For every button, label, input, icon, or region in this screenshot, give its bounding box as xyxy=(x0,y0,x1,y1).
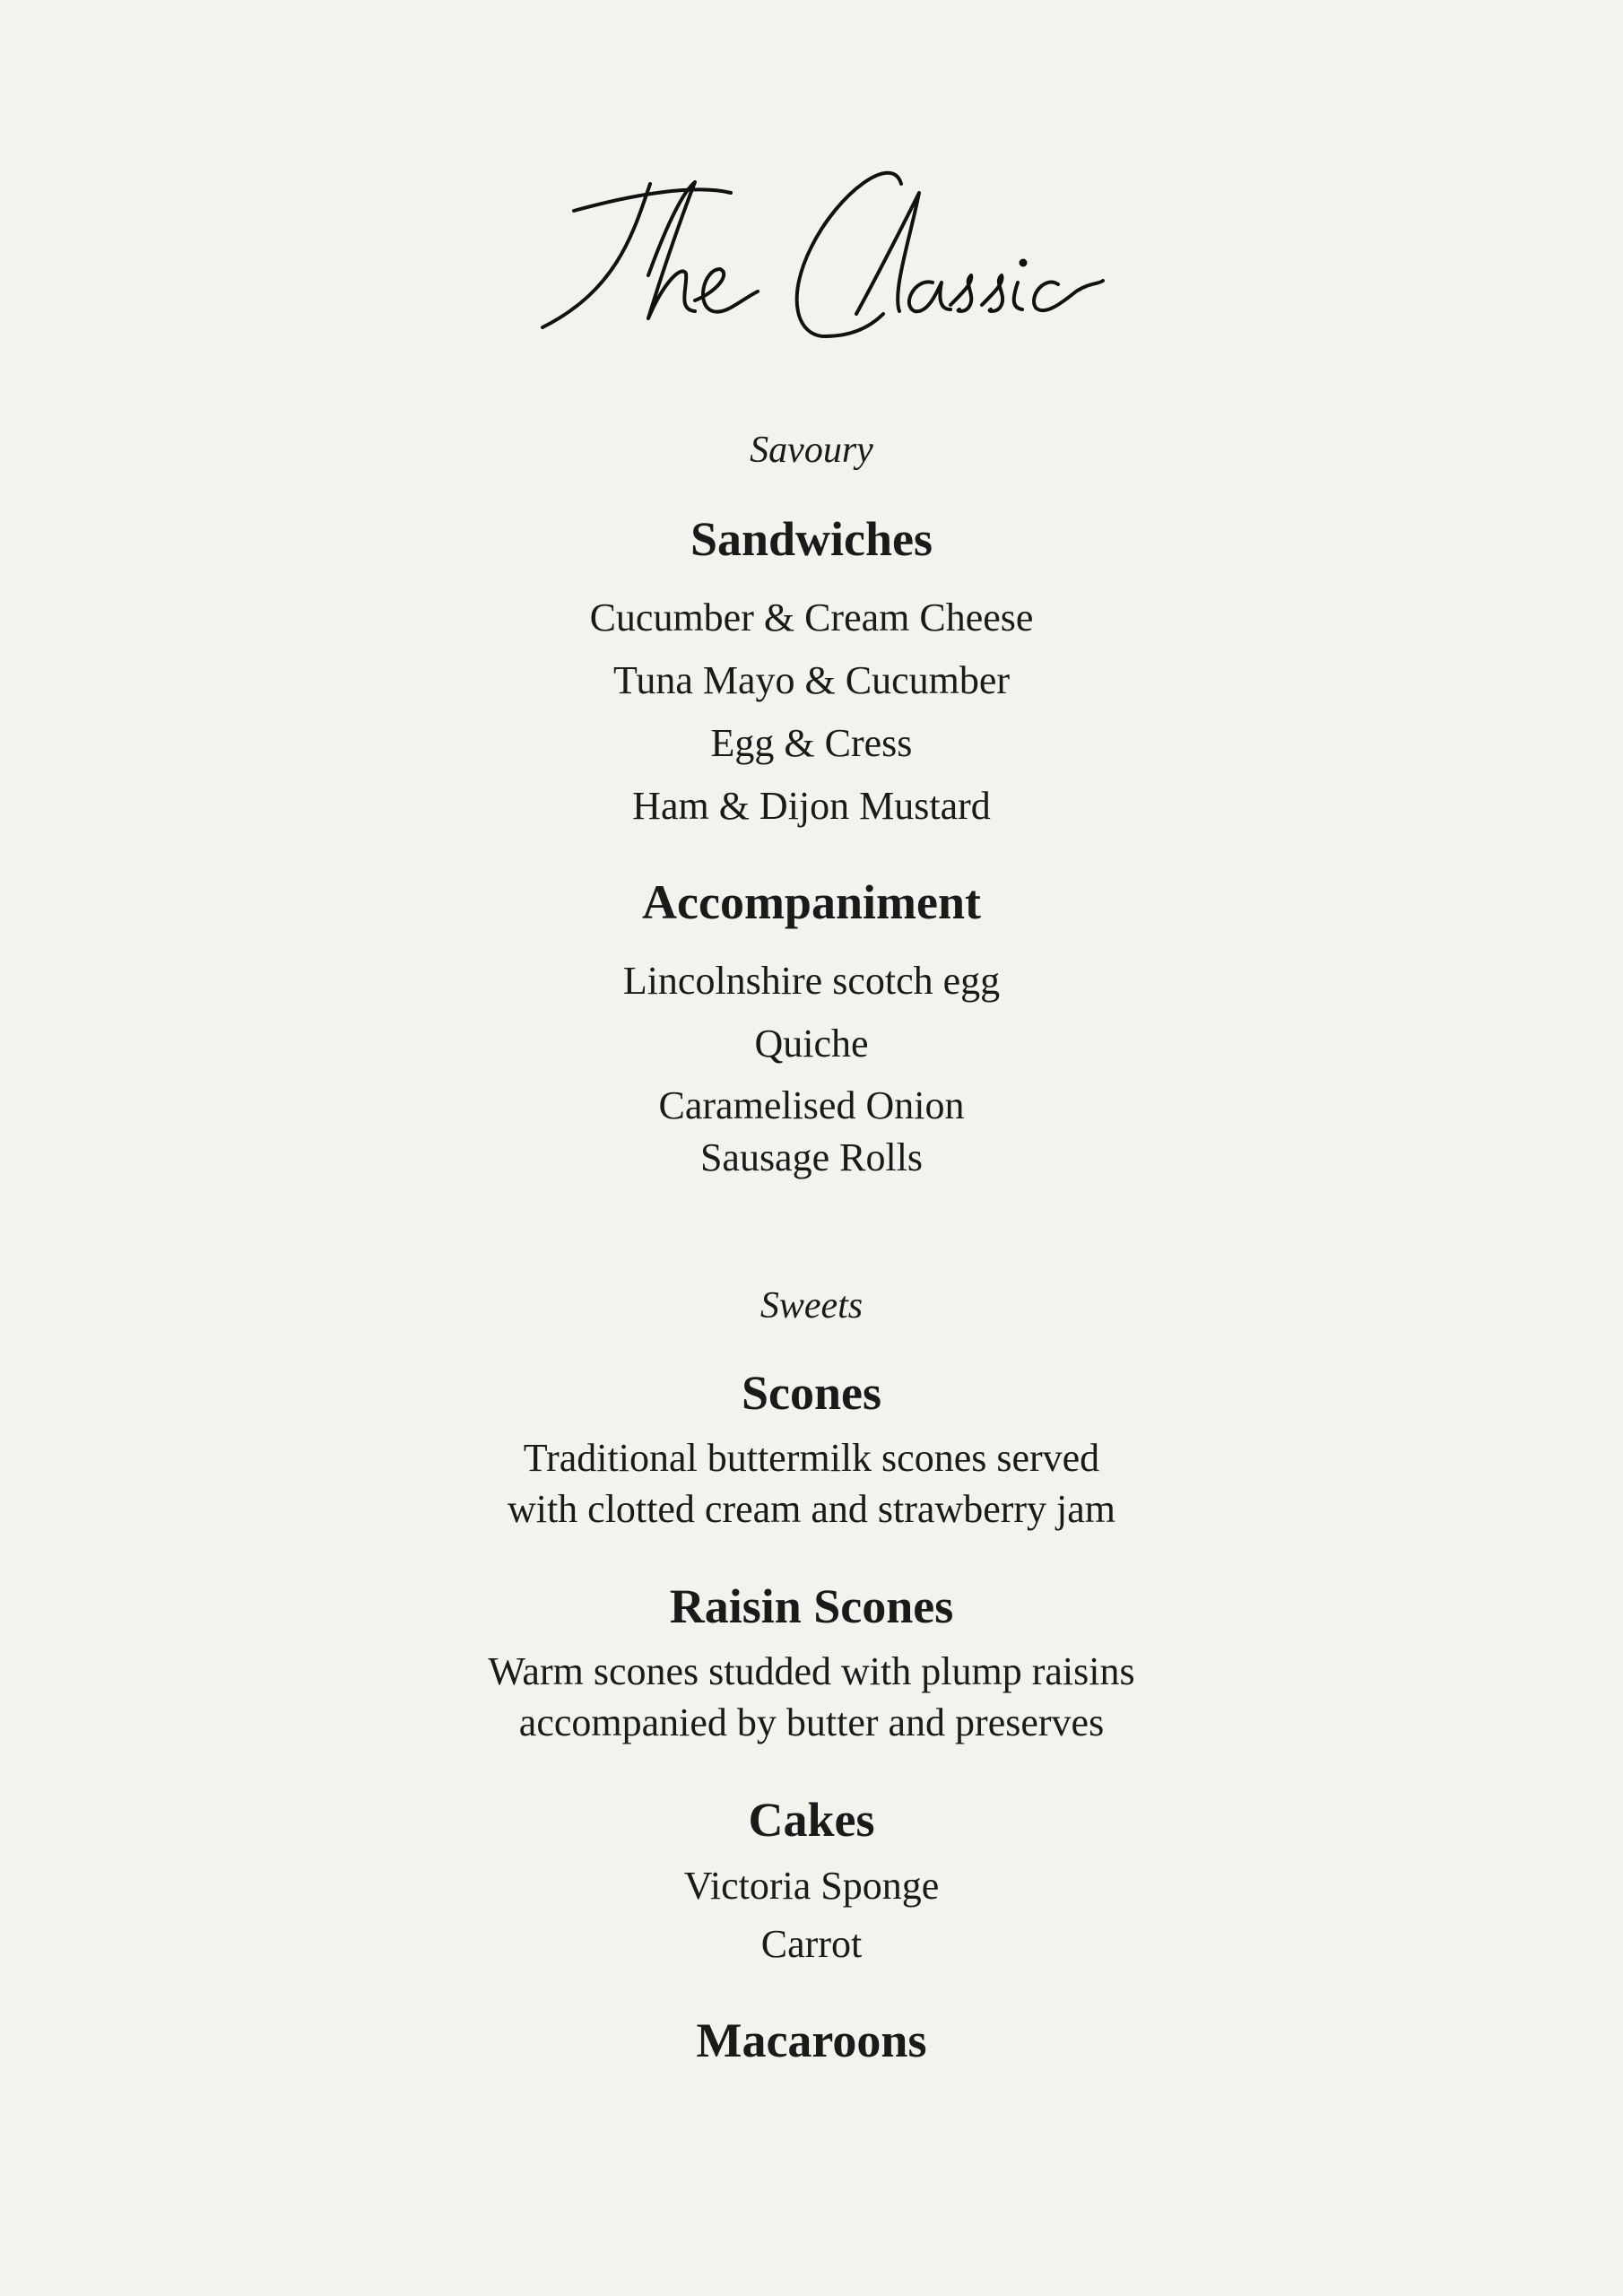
section-label-savoury: Savoury xyxy=(750,430,873,471)
heading-cakes: Cakes xyxy=(748,1793,875,1847)
section-label-sweets: Sweets xyxy=(759,1285,864,1326)
menu-title xyxy=(516,157,1107,368)
menu-item: Lincolnshire scotch egg xyxy=(622,959,1001,1003)
menu-item: with clotted cream and strawberry jam xyxy=(507,1487,1116,1531)
title-script-graphic xyxy=(516,157,1107,368)
heading-sandwiches: Sandwiches xyxy=(690,512,933,566)
heading-macaroons: Macaroons xyxy=(696,2013,927,2067)
menu-item: Sausage Rolls xyxy=(699,1135,924,1179)
heading-accompaniment: Accompaniment xyxy=(642,875,981,929)
heading-raisin-scones: Raisin Scones xyxy=(669,1579,954,1633)
menu-item: Carrot xyxy=(760,1922,863,1966)
menu-item: accompanied by butter and preserves xyxy=(518,1700,1105,1744)
menu-item: Caramelised Onion xyxy=(658,1083,965,1127)
menu-item: Tuna Mayo & Cucumber xyxy=(612,658,1011,702)
menu-item: Ham & Dijon Mustard xyxy=(632,784,991,828)
menu-item: Egg & Cress xyxy=(710,721,913,765)
heading-scones: Scones xyxy=(741,1366,881,1420)
menu-item: Victoria Sponge xyxy=(683,1864,940,1908)
menu-item: Quiche xyxy=(754,1022,869,1065)
menu-item: Warm scones studded with plump raisins xyxy=(488,1649,1135,1693)
menu-item: Cucumber & Cream Cheese xyxy=(589,596,1034,639)
menu-item: Traditional buttermilk scones served xyxy=(523,1436,1100,1480)
